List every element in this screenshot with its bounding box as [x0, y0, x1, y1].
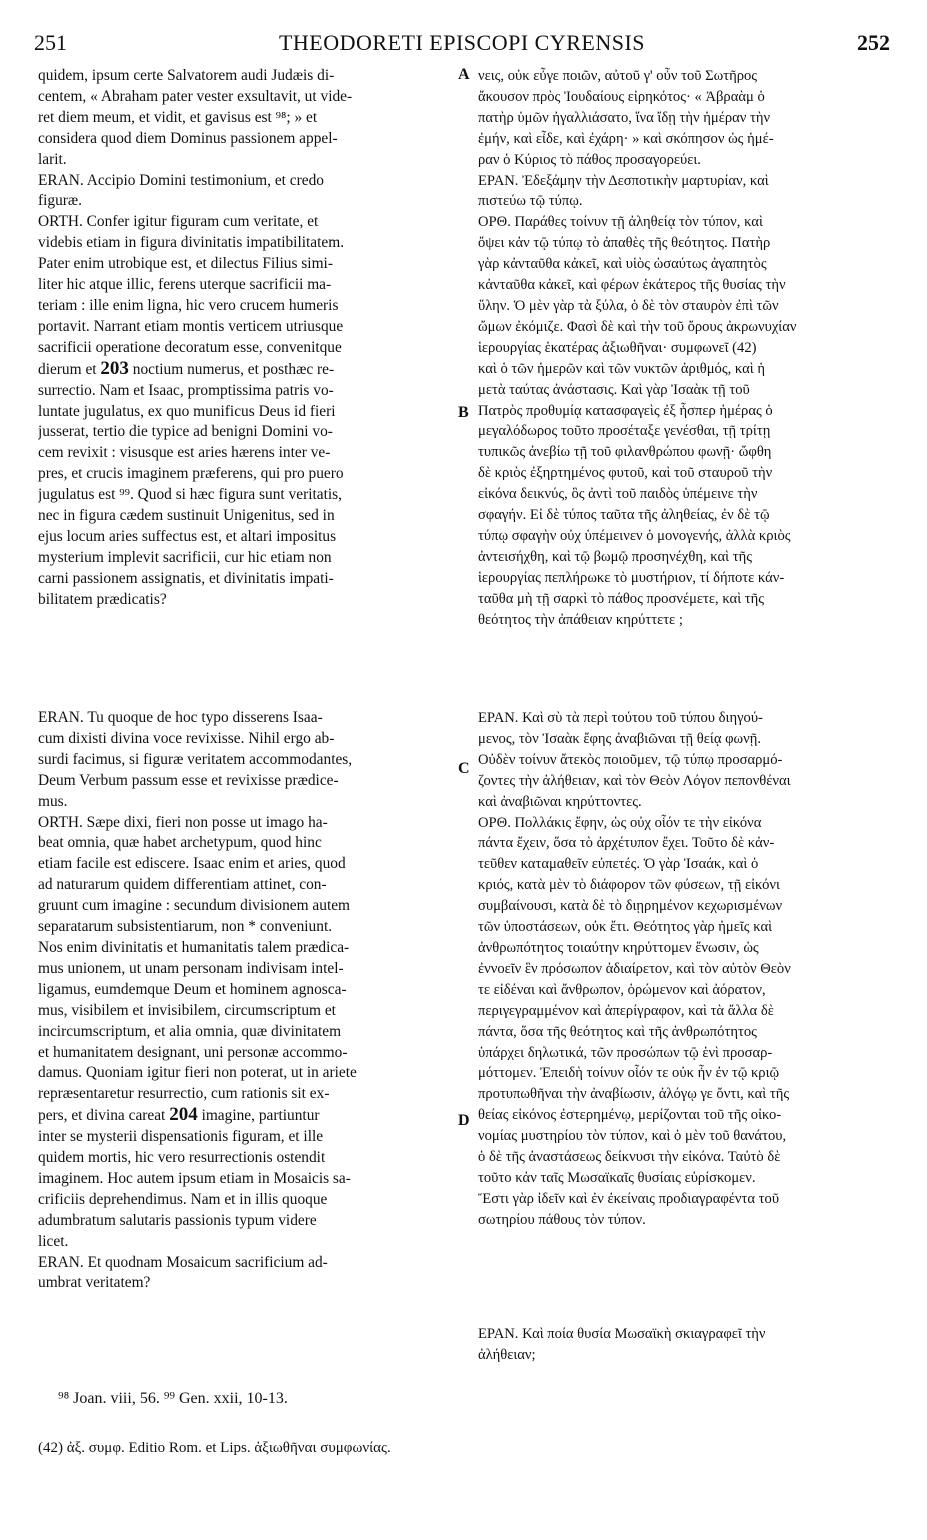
- greek-line: περιγεγραμμένον καὶ ἀπερίγραφον, καὶ τὰ ἄλλα δὲ: [478, 1002, 774, 1019]
- page-header: [34, 30, 890, 62]
- left-page-number: 251: [34, 30, 67, 55]
- latin-line: larit.: [38, 150, 67, 168]
- greek-line: ΟΡΘ. Πολλάκις ἔφην, ὡς οὐχ οἷόν τε τὴν εἰκόνα: [478, 814, 762, 831]
- greek-line: συμβαίνουσι, κατὰ δὲ τὸ διῃρημένον κεχωρισμένων: [478, 898, 783, 915]
- latin-line: centem, « Abraham pater vester exsultavit, ut vide-: [38, 87, 353, 105]
- greek-line: καὶ ἀναβιῶναι κηρύττοντες.: [478, 793, 642, 810]
- latin-line: etiam facile est ediscere. Isaac enim et aries, quod: [38, 855, 346, 873]
- latin-line: carni passionem assignatis, et divinitatis impati-: [38, 569, 334, 587]
- greek-line: καὶ ὁ τῶν ἡμερῶν καὶ τῶν νυκτῶν ἀριθμός, καὶ ἡ: [478, 360, 766, 377]
- latin-line: inter se mysterii dispensationis figuram, et ille: [38, 1128, 324, 1146]
- footnote-scripture: ⁹⁸ Joan. viii, 56. ⁹⁹ Gen. xxii, 10-13.: [58, 1390, 288, 1407]
- greek-line: προτυπωθῆναι τὴν ἀναβίωσιν, ἀλόγῳ γε ὄντι, καὶ τῆς: [478, 1086, 790, 1103]
- latin-line: adumbratum salutaris passionis typum videre: [38, 1211, 317, 1229]
- latin-line: cem revixit : visusque est aries hærens inter ve-: [38, 444, 331, 462]
- greek-line: ἐμήν, καὶ εἶδε, καὶ ἐχάρη· » καὶ σκόπησον ὡς ἡμέ-: [478, 130, 774, 147]
- latin-column-part-1: [38, 66, 458, 611]
- latin-line: teriam : ille enim ligna, hic vero crucem humeris: [38, 296, 339, 314]
- latin-line: mysterium implevit sacrificii, cur hic etiam non: [38, 548, 332, 566]
- latin-line: Deum Verbum passum esse et revixisse prædice-: [38, 771, 339, 789]
- greek-line: τε εἰδέναι καὶ ἄνθρωπον, ὁρώμενον καὶ ἀόρατον,: [478, 981, 766, 998]
- greek-line: ταῦθα μὴ τῇ σαρκὶ τὸ πάθος προσνέμετε, καὶ τῆς: [478, 590, 765, 607]
- greek-line: σφαγήν. Εἰ δὲ τύπος ταῦτα τῆς ἀληθείας, ἐν δὲ τῷ: [478, 507, 770, 524]
- latin-line: umbrat veritatem?: [38, 1274, 151, 1292]
- latin-line: quidem mortis, hic vero resurrectionis ostendit: [38, 1149, 326, 1167]
- greek-line: ἄκουσον πρὸς Ἰουδαίους εἰρηκότος· « Ἀβραὰμ ὁ: [478, 88, 765, 105]
- greek-line: πάντα, ὅσα τῆς θεότητος καὶ τῆς ἀνθρωπότητος: [478, 1023, 757, 1040]
- latin-line: ret diem meum, et vidit, et gavisus est ⁹⁸; » et: [38, 108, 318, 126]
- greek-line: δὲ κριὸς ἐξηρτημένος φυτοῦ, καὶ τοῦ σταυροῦ τὴν: [478, 465, 773, 482]
- greek-line: ραν ὁ Κύριος τὸ πάθος προσαγορεύει.: [478, 151, 701, 168]
- footnote-variant: (42) ἀξ. συμφ. Editio Rom. et Lips. ἀξιωθῆναι συμφωνίας.: [38, 1440, 391, 1456]
- greek-line: ὑπάρχει δηλωτικά, τῶν προσώπων τῷ ἑνὶ προσαρ-: [478, 1044, 773, 1061]
- greek-line: ΕΡΑΝ. Ἐδεξάμην τὴν Δεσποτικὴν μαρτυρίαν, καὶ: [478, 172, 769, 189]
- greek-line: κριός, κατὰ μὲν τὸ διάφορον τῶν φύσεων, τῇ εἰκόνι: [478, 877, 780, 894]
- latin-line: imaginem. Hoc autem ipsum etiam in Mosaicis sa-: [38, 1169, 351, 1187]
- right-page-number: 252: [857, 30, 890, 55]
- margin-letter-c: C: [458, 760, 470, 777]
- latin-line: considera quod diem Dominus passionem appel-: [38, 129, 338, 147]
- latin-line: licet.: [38, 1232, 69, 1250]
- latin-line: ERAN. Accipio Domini testimonium, et credo: [38, 171, 324, 189]
- latin-line: beat omnia, quæ habet archetypum, quod hinc: [38, 834, 322, 852]
- greek-line: ΕΡΑΝ. Καὶ σὺ τὰ περὶ τούτου τοῦ τύπου διηγού-: [478, 710, 763, 726]
- latin-line: liter hic atque illic, ferens uterque sacrificii ma-: [38, 276, 332, 294]
- latin-line: ad naturarum quidem differentiam attinet, con-: [38, 876, 327, 894]
- latin-line-with-column-number: [38, 359, 458, 381]
- greek-line: μενος, τὸν Ἰσαὰκ ἔφης ἀναβιῶναι τῇ θείᾳ φωνῇ.: [478, 730, 762, 747]
- latin-line: mus.: [38, 792, 68, 810]
- greek-column-part-2: [478, 708, 898, 1231]
- latin-line: sacrificii operatione decoratum esse, convenitque: [38, 338, 342, 356]
- greek-line: κἀνταῦθα κἀκεῖ, καὶ φέρων ἑκάτερος τῆς θυσίας τὴν: [478, 277, 786, 294]
- latin-line: ERAN. Et quodnam Mosaicum sacrificium ad-: [38, 1253, 328, 1271]
- greek-line: θεότητος τὴν ἀπάθειαν κηρύττετε ;: [478, 611, 683, 628]
- greek-line: θείας εἰκόνος ἐστερημένῳ, μερίζονται τοῦ τῆς οἰκο-: [478, 1107, 782, 1124]
- latin-line: et humanitatem designant, uni personæ accommo-: [38, 1043, 348, 1061]
- greek-line: μετὰ ταύτας ἀνάστασις. Καὶ γὰρ Ἰσαὰκ τῇ τοῦ: [478, 381, 750, 398]
- greek-line: τῶν ὑποστάσεων, οὐκ ἔτι. Θεότητος γὰρ ἡμεῖς καὶ: [478, 919, 773, 936]
- latin-line: mus, visibilem et invisibilem, circumscriptum et: [38, 1001, 336, 1019]
- latin-line: incircumscriptum, et alia omnia, quæ divinitatem: [38, 1022, 342, 1040]
- latin-line: surrectio. Nam et Isaac, promptissima patris vo-: [38, 381, 334, 399]
- greek-line: μεγαλόδωρος τοῦτο προσέταξε γενέσθαι, τῇ τρίτῃ: [478, 423, 771, 440]
- greek-line: ὄψει κἀν τῷ τύπῳ τὸ ἀπαθὲς τῆς θεότητος. Πατὴρ: [478, 235, 771, 252]
- latin-line: ejus locum aries suffectus est, et altari impositus: [38, 527, 337, 545]
- greek-line: μόττομεν. Ἐπειδὴ τοίνυν οἷόν τε οὐκ ἦν ἐν τῷ κριῷ: [478, 1065, 780, 1082]
- latin-line: ERAN. Tu quoque de hoc typo disserens Isaa-: [38, 709, 323, 726]
- greek-line: ἀντεισήχθη, καὶ τῷ βωμῷ προσηνέχθη, καὶ τῆς: [478, 548, 753, 565]
- latin-line: videbis etiam in figura divinitatis impatibilitatem.: [38, 234, 345, 252]
- latin-line: jugulatus est ⁹⁹. Quod si hæc figura sunt veritatis,: [38, 486, 342, 504]
- latin-line: cum dixisti divina voce revixisse. Nihil ergo ab-: [38, 729, 335, 747]
- greek-line: πάντα ἔχειν, ὅσα τὸ ἀρχέτυπον ἔχει. Τοῦτο δὲ κἀν-: [478, 835, 775, 852]
- latin-line: nec in figura cædem sustinuit Unigenitus, sed in: [38, 507, 335, 525]
- latin-line: separatarum subsistentiarum, non * conveniunt.: [38, 918, 333, 936]
- greek-column-part-1: [478, 66, 898, 630]
- latin-line-with-column-number: [38, 1105, 458, 1127]
- greek-line: ἀνθρωπότητος τοιαύτην κηρύττομεν ἕνωσιν, ὡς: [478, 939, 759, 956]
- latin-line: ligamus, eumdemque Deum et hominem agnosca-: [38, 980, 347, 998]
- column-number-204: 204: [169, 1105, 198, 1126]
- greek-line: ὤμων ἐκόμιζε. Φασὶ δὲ καὶ τὴν τοῦ ὄρους ἀκρωνυχίαν: [478, 318, 797, 335]
- latin-line-post: imagine, partiuntur: [201, 1107, 320, 1125]
- latin-line: ORTH. Sæpe dixi, fieri non posse ut imago ha-: [38, 813, 328, 831]
- latin-line: pres, et crucis imaginem præferens, qui pro puero: [38, 465, 344, 483]
- greek-line: νομίας μυστηρίου τὸν τύπον, καὶ ὁ μὲν τοῦ θανάτου,: [478, 1128, 787, 1145]
- latin-line: jusserat, tertio die typice ad benigni Domini vo-: [38, 423, 333, 441]
- latin-line-pre: dierum et: [38, 360, 97, 378]
- greek-line: τυπικῶς ἀνεβίω τῇ τοῦ φιλανθρώπου φωνῇ· ὤφθη: [478, 444, 772, 461]
- latin-line: Pater enim utrobique est, et dilectus Filius simi-: [38, 255, 333, 273]
- greek-column-part-3: [478, 1324, 898, 1366]
- latin-line: Nos enim divinitatis et humanitatis talem prædica-: [38, 938, 350, 956]
- greek-line: ὁ δὲ τῆς ἀναστάσεως δείκνυσι τὴν εἰκόνα. Ταὐτὸ δὲ: [478, 1149, 781, 1166]
- greek-line: ἱερουργίας ἑκατέρας ἀξιωθῆναι· συμφωνεῖ (42): [478, 339, 757, 356]
- greek-line: τοῦτο κἀν ταῖς Μωσαϊκαῖς θυσίαις εὑρίσκομεν.: [478, 1169, 756, 1186]
- latin-line: surdi facimus, si figuræ veritatem accommodantes,: [38, 750, 353, 768]
- greek-line: πατὴρ ὑμῶν ἠγαλλιάσατο, ἵνα ἴδῃ τὴν ἡμέραν τὴν: [478, 109, 771, 126]
- greek-line: νεις, οὐκ εὖγε ποιῶν, αὐτοῦ γ' οὖν τοῦ Σωτῆρος: [478, 68, 758, 84]
- greek-line: ζοντες τὴν ἀλήθειαν, καὶ τὸν Θεὸν Λόγον πεπονθέναι: [478, 772, 791, 789]
- latin-line: crificiis deprehendimus. Nam et in illis quoque: [38, 1190, 328, 1208]
- greek-line: ἐννοεῖν ἓν πρόσωπον ἀδιαίρετον, καὶ τὸν αὐτὸν Θεὸν: [478, 960, 791, 977]
- latin-line-post: noctium numerus, et posthæc re-: [132, 360, 335, 378]
- greek-line: ἱερουργίας πεπλήρωκε τὸ μυστήριον, τί δήποτε κάν-: [478, 569, 785, 586]
- latin-line: portavit. Narrant etiam montis verticem utriusque: [38, 317, 344, 335]
- margin-letter-a: A: [458, 66, 470, 83]
- running-title: THEODORETI EPISCOPI CYRENSIS: [278, 30, 646, 55]
- greek-line: Οὐδὲν τοίνυν ἄτεκὸς ποιοῦμεν, τῷ τύπῳ προσαρμό-: [478, 751, 783, 768]
- greek-line: Ἔστι γὰρ ἰδεῖν καὶ ἐν ἐκείναις προδιαγραφέντα τοῦ: [478, 1190, 780, 1207]
- greek-line: γὰρ κἀνταῦθα κἀκεῖ, καὶ υἱὸς ὡσαύτως ἀγαπητὸς: [478, 256, 767, 273]
- greek-line: τύπῳ σφαγὴν οὐχ ὑπέμεινεν ὁ μονογενής, ἀλλὰ κριὸς: [478, 527, 791, 544]
- greek-line: ΟΡΘ. Παράθες τοίνυν τῇ ἀληθείᾳ τὸν τύπον, καὶ: [478, 214, 763, 231]
- margin-letter-b: B: [458, 404, 469, 421]
- greek-line: ἀλήθειαν;: [478, 1346, 536, 1363]
- latin-line: quidem, ipsum certe Salvatorem audi Judæis di-: [38, 67, 335, 84]
- latin-line: figuræ.: [38, 192, 83, 210]
- greek-line: ὕλην. Ὁ μὲν γὰρ τὰ ξύλα, ὁ δὲ τὸν σταυρὸν ἐπὶ τῶν: [478, 297, 779, 314]
- latin-line: gruunt cum imagine : secundum divisionem autem: [38, 897, 351, 915]
- column-number-203: 203: [100, 358, 129, 379]
- latin-line-pre: pers, et divina careat: [38, 1107, 166, 1125]
- latin-line: luntate jugulatus, ex quo munificus Deus id fieri: [38, 402, 336, 420]
- greek-line: εἰκόνα δεικνύς, ὃς ἀντὶ τοῦ παιδὸς ὑπέμεινε τὴν: [478, 486, 758, 503]
- latin-line: mus unionem, ut unam personam indivisam intel-: [38, 959, 344, 977]
- latin-line: damus. Quoniam igitur fieri non poterat, ut in ariete: [38, 1064, 357, 1082]
- latin-line: repræsentaretur resurrectio, cum rationis sit ex-: [38, 1085, 330, 1103]
- greek-line: σωτηρίου πάθους τὸν τύπον.: [478, 1211, 646, 1228]
- greek-line: ΕΡΑΝ. Καὶ ποία θυσία Μωσαϊκὴ σκιαγραφεῖ τὴν: [478, 1326, 766, 1342]
- greek-line: Πατρὸς προθυμίᾳ κατασφαγεὶς ἐξ ἧσπερ ἡμέρας ὁ: [478, 402, 773, 419]
- greek-line: τεῦθεν καταμαθεῖν εὐπετές. Ὁ γὰρ Ἰσαάκ, καὶ ὁ: [478, 856, 759, 873]
- latin-column-part-2: [38, 708, 458, 1294]
- latin-line: bilitatem prædicatis?: [38, 590, 167, 608]
- margin-letter-d: D: [458, 1112, 470, 1129]
- greek-line: πιστεύω τῷ τύπῳ.: [478, 193, 583, 210]
- latin-line: ORTH. Confer igitur figuram cum veritate, et: [38, 213, 319, 231]
